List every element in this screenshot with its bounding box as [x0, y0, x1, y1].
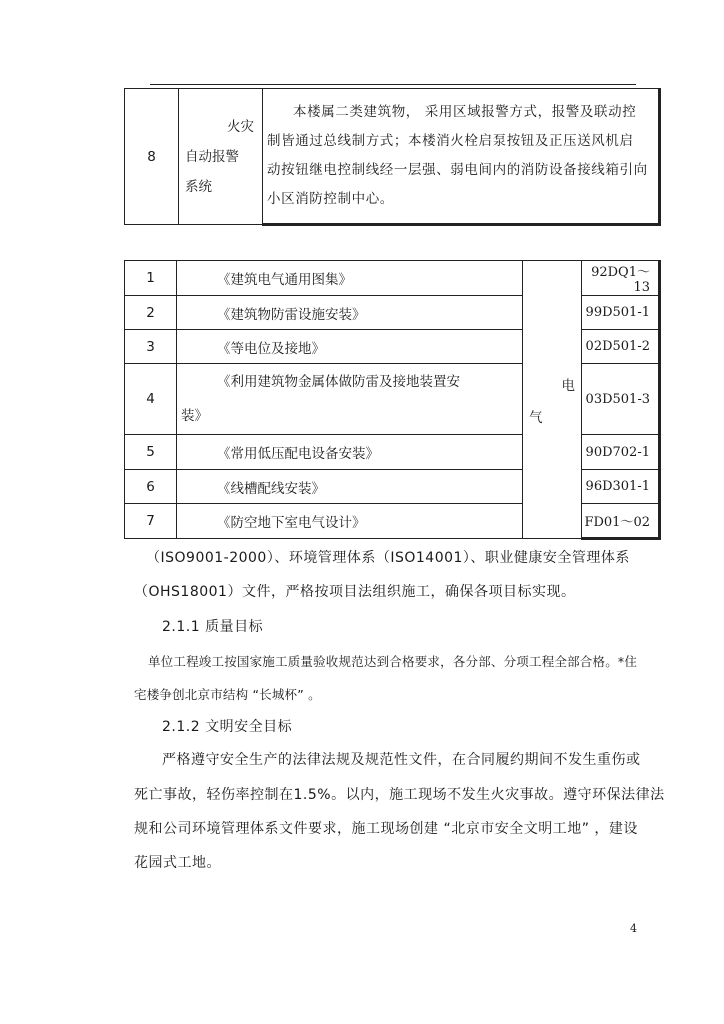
- category-text: 气: [529, 409, 543, 426]
- body-text-line: 死亡事故，轻伤率控制在1.5%。以内，施工现场不发生火灾事故。遵守环保法律法: [134, 787, 665, 803]
- body-text-line: （OHS18001）文件，严格按项目法组织施工，确保各项目标实现。: [134, 584, 576, 600]
- table-row: [125, 89, 660, 225]
- standard-code: 03D501-3: [582, 364, 660, 435]
- category-text: 电: [561, 377, 575, 394]
- standard-name: 《防空地下室电气设计》: [177, 504, 523, 539]
- system-name-line: 自动报警: [185, 148, 239, 165]
- standard-name: 《线槽配线安装》: [177, 470, 523, 504]
- system-name-cell: [179, 89, 263, 225]
- standard-name-line: 装》: [181, 408, 208, 424]
- table-row: [125, 261, 660, 296]
- category-cell: [523, 261, 582, 539]
- system-name-line: 火灾: [227, 118, 254, 135]
- standard-name: [177, 364, 523, 435]
- standard-name: 《建筑电气通用图集》: [177, 261, 523, 296]
- body-text-line: 花园式工地。: [134, 855, 221, 871]
- body-text-line: 宅楼争创北京市结构 “长城杯” 。: [134, 687, 321, 702]
- section-heading-safety: 2.1.2 文明安全目标: [162, 719, 293, 735]
- standard-code: 92DQ1～13: [582, 261, 660, 296]
- description-line: 动按钮继电控制线经一层强、弱电间内的消防设备接线箱引向: [267, 162, 648, 178]
- standard-code: 96D301-1: [582, 470, 660, 504]
- standard-name: 《常用低压配电设备安装》: [177, 435, 523, 470]
- header-rule: [150, 84, 636, 85]
- standard-name-line: 《利用建筑物金属体做防雷及接地装置安: [217, 374, 460, 390]
- standard-name: 《建筑物防雷设施安装》: [177, 296, 523, 330]
- description-line: 本楼属二类建筑物， 采用区域报警方式，报警及联动控: [293, 104, 637, 120]
- row-number: 4: [125, 364, 177, 435]
- fire-alarm-table: [124, 88, 661, 226]
- standard-code: 90D702-1: [582, 435, 660, 470]
- row-number: 8: [125, 89, 179, 225]
- row-number: 3: [125, 330, 177, 364]
- page-number: 4: [630, 922, 637, 935]
- body-text-line: 规和公司环境管理体系文件要求，施工现场创建 “北京市安全文明工地” ，建设: [134, 821, 638, 837]
- system-name-line: 系统: [185, 178, 212, 195]
- row-number: 2: [125, 296, 177, 330]
- standard-name: 《等电位及接地》: [177, 330, 523, 364]
- row-number: 5: [125, 435, 177, 470]
- body-text-line: 严格遵守安全生产的法律法规及规范性文件，在合同履约期间不发生重伤或: [162, 752, 641, 768]
- description-line: 制皆通过总线制方式；本楼消火栓启泵按钮及正压送风机启: [267, 133, 634, 149]
- row-number: 7: [125, 504, 177, 539]
- body-text-line: 单位工程竣工按国家施工质量验收规范达到合格要求，各分部、分项工程全部合格。*住: [148, 654, 638, 669]
- standard-code: 02D501-2: [582, 330, 660, 364]
- row-number: 6: [125, 470, 177, 504]
- system-description-cell: [263, 89, 660, 225]
- description-line: 小区消防控制中心。: [267, 191, 394, 207]
- body-text-line: （ISO9001-2000）、环境管理体系（ISO14001）、职业健康安全管理体系: [146, 550, 630, 566]
- standard-code: FD01～02: [582, 504, 660, 539]
- standards-table: [124, 260, 661, 540]
- section-heading-quality: 2.1.1 质量目标: [162, 619, 264, 635]
- row-number: 1: [125, 261, 177, 296]
- standard-code: 99D501-1: [582, 296, 660, 330]
